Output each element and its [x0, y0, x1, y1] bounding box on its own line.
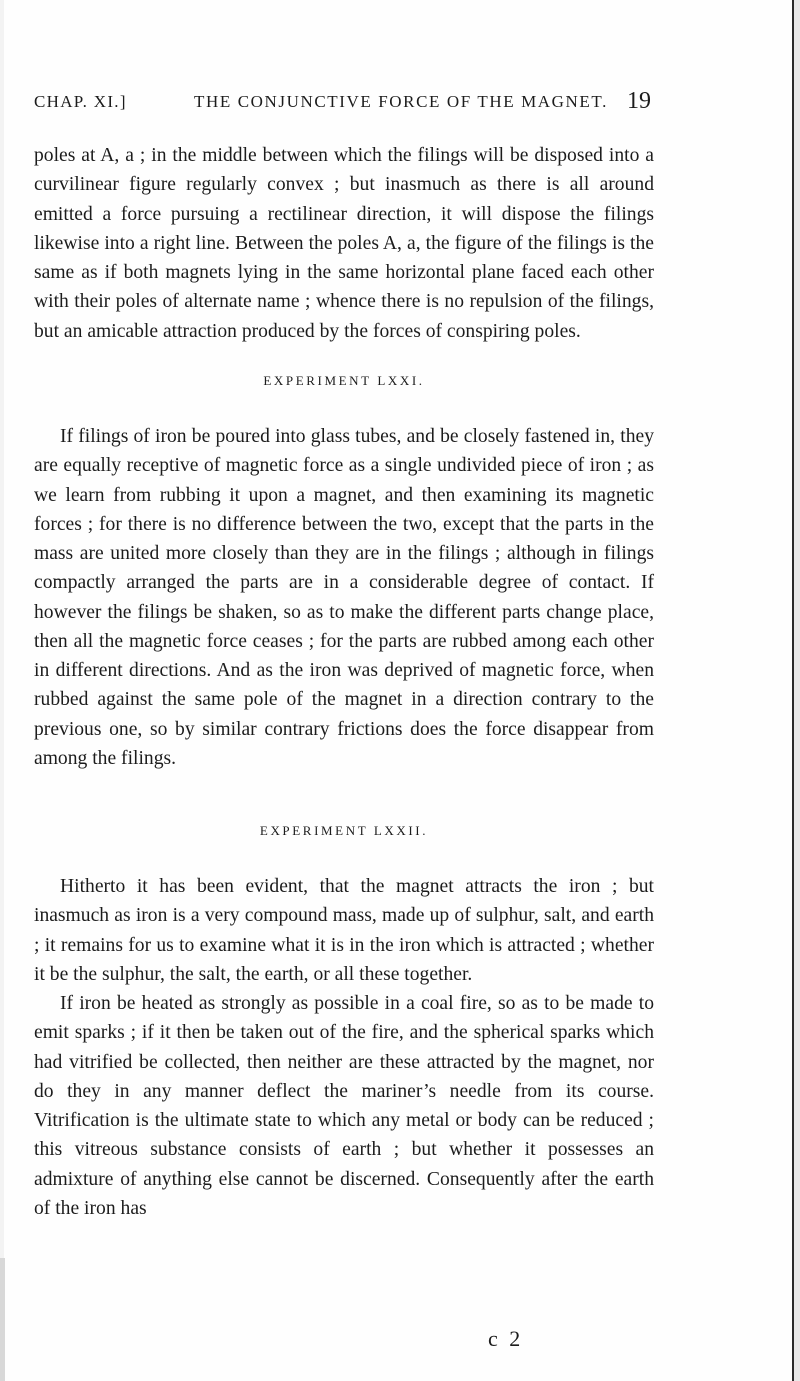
running-header — [34, 88, 654, 120]
section-heading: EXPERIMENT LXXI. — [263, 373, 425, 388]
paragraph: poles at A, a ; in the middle between which the filings will be disposed into a curvilinear figure regularly convex ; but inasmuch as there is all around emitted a force pursuing a rectilinear direction, it will dispose the filings likewise into a right line. Between the poles A, a, the figure of the filings is the same as if both magnets lying in the same horizontal plane faced each other with their poles of alternate name ; whence there is no repulsion of the filings, but an amicable attraction produced by the forces of conspiring poles. — [34, 145, 654, 342]
section-heading: EXPERIMENT LXXII. — [259, 823, 429, 838]
page-edge-shadow — [794, 0, 800, 1381]
paper-edge-mark — [0, 1258, 5, 1381]
running-title: THE CONJUNCTIVE FORCE OF THE MAGNET. — [194, 92, 608, 111]
experiment-72-body — [34, 872, 654, 1223]
page-gutter-shadow — [0, 0, 4, 1381]
opening-paragraph — [34, 141, 654, 346]
page-number: 19 — [627, 88, 651, 114]
signature-mark: c 2 — [488, 1326, 524, 1351]
paragraph: If filings of iron be poured into glass tubes, and be closely fastened in, they are equally receptive of magnetic force as a single undivided piece of iron ; as we learn from rubbing it upon a magnet, and then examining its magnetic forces ; for there is no difference between the two, except that the parts in the mass are united more closely than they are in the filings ; although in filings compactly arranged the parts are in a considerable degree of contact. If however the filings be shaken, so as to make the different parts change place, then all the magnetic force ceases ; for the parts are rubbed among each other in different directions. And as the iron was deprived of magnetic force, when rubbed against the same pole of the magnet in a direction contrary to the previous one, so by similar contrary frictions does the force disappear from among the filings. — [34, 426, 654, 769]
paragraph: If iron be heated as strongly as possible in a coal fire, so as to be made to emit sparks ; if it then be taken out of the fire, and the spherical sparks which had vitrified be collected, then neither are these attracted by the magnet, nor do they in any manner deflect the mariner’s needle from its course. Vitrification is the ultimate state to which any metal or body can be reduced ; this vitreous substance consists of earth ; but whether it possesses an admixture of anything else cannot be discerned. Consequently after the earth of the iron has — [34, 993, 654, 1219]
chapter-label: CHAP. XI.] — [34, 92, 127, 111]
experiment-71-body — [34, 422, 654, 773]
paragraph: Hitherto it has been evident, that the magnet attracts the iron ; but inasmuch as iron is a very compound mass, made up of sulphur, salt, and earth ; it remains for us to examine what it is in the iron which is attracted ; whether it be the sulphur, the salt, the earth, or all these together. — [34, 876, 654, 985]
